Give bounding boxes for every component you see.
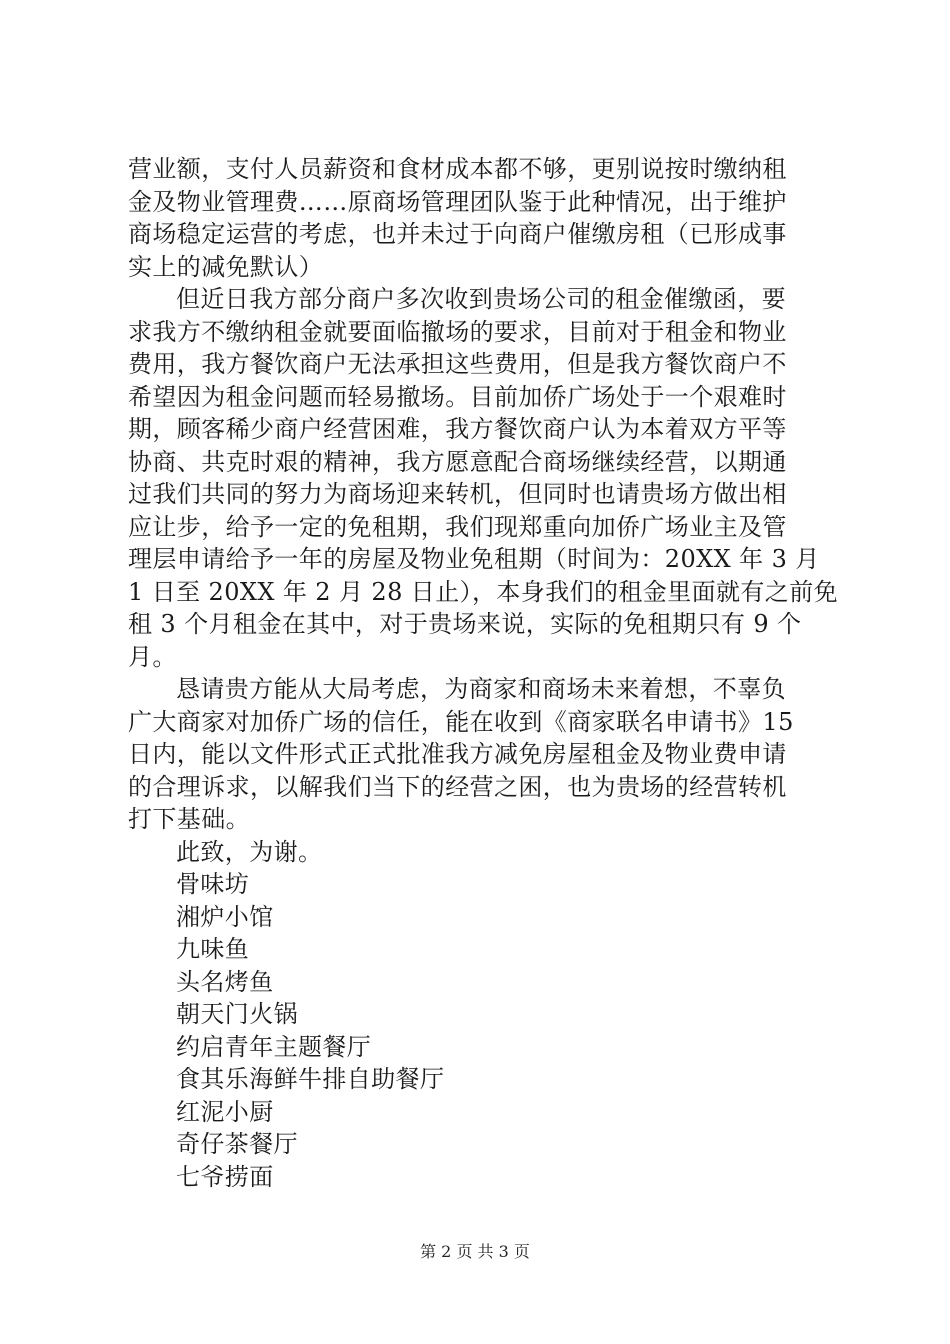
document-body: [128, 153, 838, 1193]
text-line: 恳请贵方能从大局考虑，为商家和商场未来着想，不辜负: [176, 675, 786, 703]
text-line: 期，顾客稀少商户经营困难，我方餐饮商户认为本着双方平等: [128, 415, 787, 443]
text-line: 日内，能以文件形式正式批准我方减免房屋租金及物业费申请: [128, 740, 787, 768]
text-line: 但近日我方部分商户多次收到贵场公司的租金催缴函，要: [176, 285, 786, 313]
signer-name: 约启青年主题餐厅: [176, 1032, 372, 1061]
text-line: 的合理诉求，以解我们当下的经营之困，也为贵场的经营转机: [128, 772, 787, 801]
page-number: 第 2 页 共 3 页: [420, 1242, 530, 1261]
text-line: 过我们共同的努力为商场迎来转机，但同时也请贵场方做出相: [128, 480, 787, 508]
signer-name: 骨味坊: [176, 870, 250, 898]
signer-name: 食其乐海鲜牛排自助餐厅: [176, 1065, 445, 1093]
text-line: 费用，我方餐饮商户无法承担这些费用，但是我方餐饮商户不: [128, 350, 787, 378]
text-line: 希望因为租金问题而轻易撤场。目前加侨广场处于一个艰难时: [128, 382, 787, 411]
paragraph-3: [128, 673, 828, 836]
text-line: 求我方不缴纳租金就要面临撤场的要求，目前对于租金和物业: [128, 317, 787, 346]
signer-name: 湘炉小馆: [176, 902, 274, 931]
text-line: 打下基础。: [128, 805, 250, 833]
text-line: 1 日至 20XX 年 2 月 28 日止），本身我们的租金里面就有之前免: [128, 577, 838, 606]
text-line: 广大商家对加侨广场的信任，能在收到《商家联名申请书》15: [128, 707, 794, 736]
signer-name: 红泥小厨: [176, 1097, 274, 1126]
text-line: 租 3 个月租金在其中，对于贵场来说，实际的免租期只有 9 个: [128, 610, 802, 638]
signer-name: 九味鱼: [176, 935, 250, 963]
text-line: 协商、共克时艰的精神，我方愿意配合商场继续经营，以期通: [128, 447, 787, 476]
signer-list: [128, 868, 828, 1193]
text-line: 应让步，给予一定的免租期，我们现郑重向加侨广场业主及管: [128, 512, 787, 541]
text-line: 实上的减免默认）: [128, 252, 324, 281]
text-line: 月。: [128, 642, 177, 671]
page-footer: [0, 1242, 950, 1262]
closing-line: 此致，为谢。: [176, 837, 323, 866]
paragraph-2: [128, 283, 838, 673]
paragraph-1: [128, 153, 828, 283]
text-line: 商场稳定运营的考虑，也并未过于向商户催缴房租（已形成事: [128, 220, 787, 248]
text-line: 营业额，支付人员薪资和食材成本都不够，更别说按时缴纳租: [128, 155, 787, 183]
signer-name: 奇仔茶餐厅: [176, 1130, 298, 1158]
text-line: 金及物业管理费……原商场管理团队鉴于此种情况，出于维护: [128, 187, 787, 216]
signer-name: 头名烤鱼: [176, 967, 274, 996]
signer-name: 七爷捞面: [176, 1162, 274, 1191]
signer-name: 朝天门火锅: [176, 1000, 298, 1028]
text-line: 理层申请给予一年的房屋及物业免租期（时间为：20XX 年 3 月: [128, 545, 820, 573]
